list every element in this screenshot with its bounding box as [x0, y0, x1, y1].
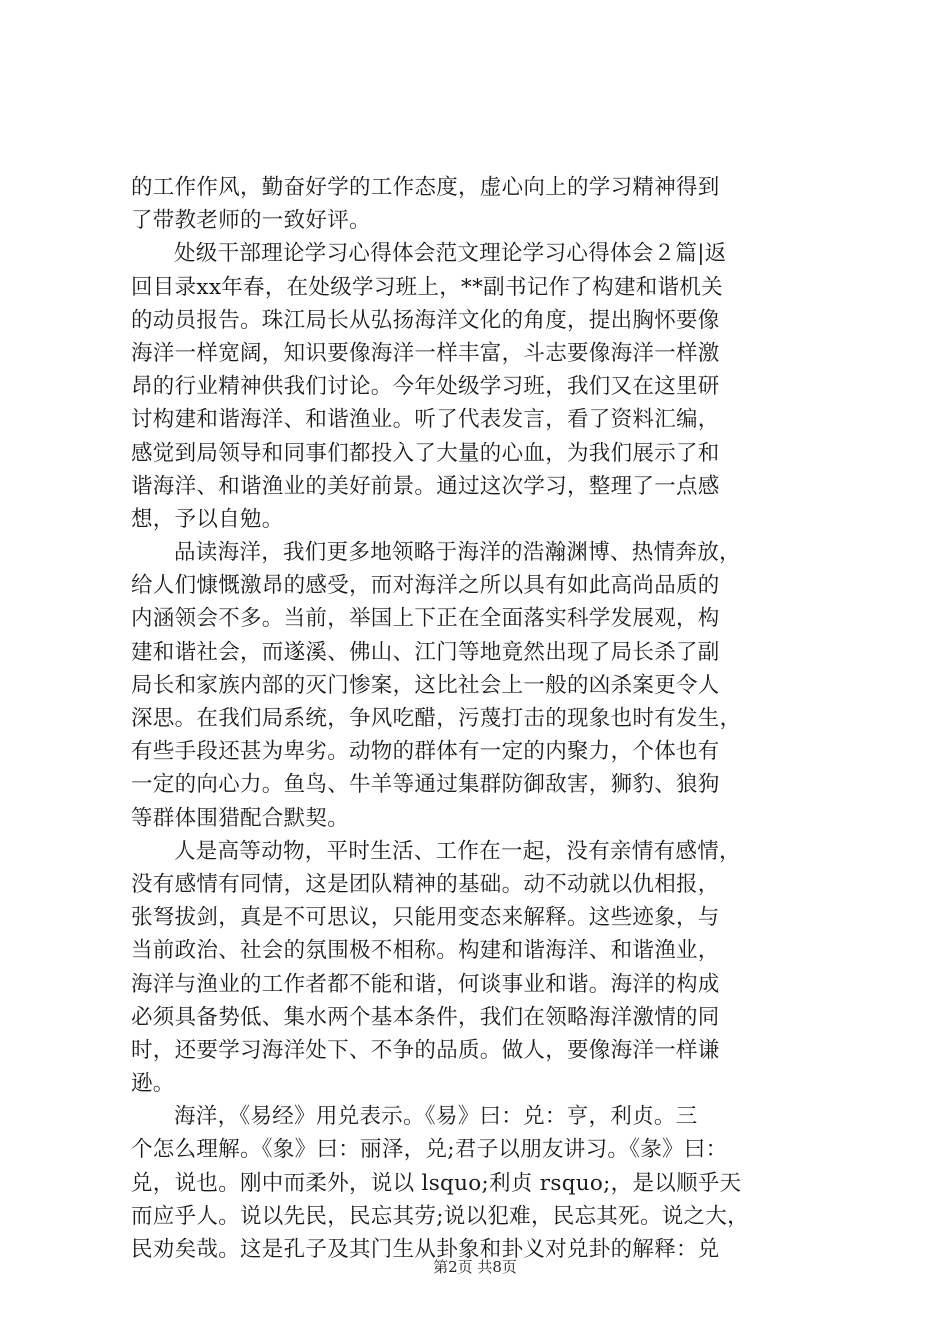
- text-line: 谐海洋、和谐渔业的美好前景。通过这次学习，整理了一点感: [131, 473, 720, 499]
- text-line: 个怎么理解。《象》曰：丽泽，兑;君子以朋友讲习。《彖》曰：: [131, 1137, 728, 1163]
- text-line: 回目录xx年春，在处级学习班上，**副书记作了构建和谐机关: [131, 274, 723, 300]
- text-line: 建和谐社会，而遂溪、佛山、江门等地竟然出现了局长杀了副: [131, 639, 720, 665]
- text-line: 昂的行业精神供我们讨论。今年处级学习班，我们又在这里研: [131, 374, 720, 400]
- text-line: 当前政治、社会的氛围极不相称。构建和谐海洋、和谐渔业，: [131, 938, 720, 964]
- text-line: 有些手段还甚为卑劣。动物的群体有一定的内聚力，个体也有: [131, 739, 720, 765]
- text-line: 的动员报告。珠江局长从弘扬海洋文化的角度，提出胸怀要像: [131, 307, 720, 333]
- text-line: 讨构建和谐海洋、和谐渔业。听了代表发言，看了资料汇编，: [131, 407, 720, 433]
- text-line: 品读海洋，我们更多地领略于海洋的浩瀚渊博、热情奔放，: [174, 540, 741, 566]
- text-line: 一定的向心力。鱼鸟、牛羊等通过集群防御敌害，狮豹、狼狗: [131, 772, 720, 798]
- text-line: 想，予以自勉。: [131, 506, 284, 532]
- text-line: 深思。在我们局系统，争风吃醋，污蔑打击的现象也时有发生，: [131, 706, 742, 731]
- text-line: 没有感情有同情，这是团队精神的基础。动不动就以仇相报，: [131, 871, 720, 897]
- text-line: 海洋一样宽阔，知识要像海洋一样丰富，斗志要像海洋一样激: [131, 340, 720, 366]
- text-line: 兑，说也。刚中而柔外，说以 lsquo;利贞 rsquo;，是以顺乎天: [131, 1170, 742, 1196]
- text-line: 给人们慷慨激昂的感受，而对海洋之所以具有如此高尚品质的: [131, 573, 720, 599]
- text-line: 必须具备势低、集水两个基本条件，我们在领略海洋激情的同: [131, 1004, 720, 1030]
- text-line: 的工作作风，勤奋好学的工作态度，虚心向上的学习精神得到: [131, 175, 720, 200]
- text-line: 张弩拔剑，真是不可思议，只能用变态来解释。这些迹象，与: [131, 905, 720, 931]
- text-line: 民劝矣哉。这是孔子及其门生从卦象和卦义对兑卦的解释：兑: [131, 1237, 720, 1262]
- text-line: 海洋与渔业的工作者都不能和谐，何谈事业和谐。海洋的构成: [131, 971, 720, 997]
- text-line: 而应乎人。说以先民，民忘其劳;说以犯难，民忘其死。说之大，: [131, 1203, 749, 1229]
- text-line: 处级干部理论学习心得体会范文理论学习心得体会２篇|返: [174, 241, 727, 267]
- text-line: 感觉到局领导和同事们都投入了大量的心血，为我们展示了和: [131, 440, 720, 466]
- text-line: 了带教老师的一致好评。: [131, 208, 371, 234]
- text-line: 逊。: [131, 1071, 175, 1097]
- text-line: 海洋，《易经》用兑表示。《易》曰：兑：亨，利贞。三: [174, 1104, 698, 1130]
- text-line: 内涵领会不多。当前，举国上下正在全面落实科学发展观，构: [131, 606, 720, 632]
- text-line: 人是高等动物，平时生活、工作在一起，没有亲情有感情，: [174, 838, 741, 864]
- document-body: [131, 171, 826, 1266]
- text-line: 局长和家族内部的灭门惨案，这比社会上一般的凶杀案更令人: [131, 672, 720, 698]
- text-line: 等群体围猎配合默契。: [131, 805, 350, 831]
- page-number-footer: 第2页 共8页: [433, 1258, 517, 1276]
- text-line: 时，还要学习海洋处下、不争的品质。做人，要像海洋一样谦: [131, 1037, 720, 1063]
